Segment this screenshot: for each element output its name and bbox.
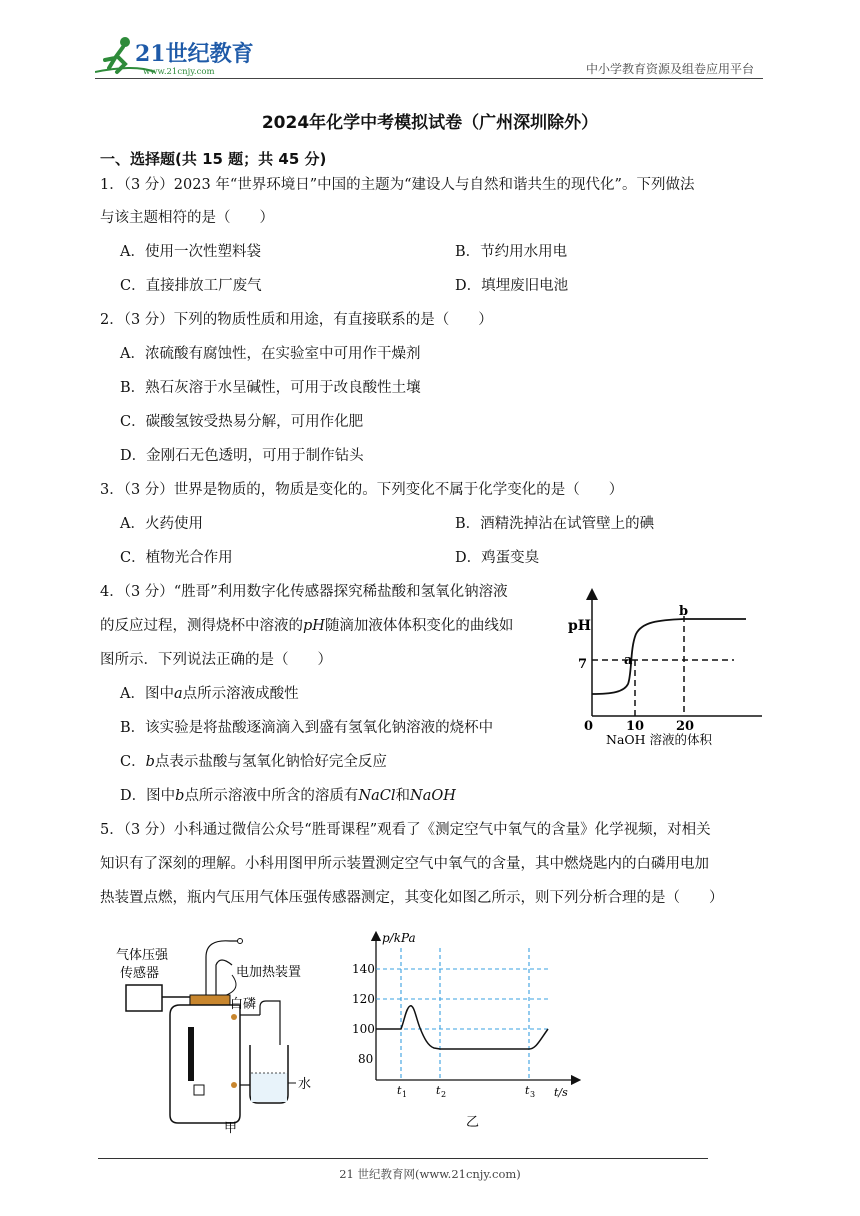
q1-line1: 1．（3 分）2023 年“世界环境日”中国的主题为“建设人与自然和谐共生的现代化”。下列做法 [100, 177, 695, 193]
pressure-curve [376, 1006, 548, 1049]
stopper [190, 995, 230, 1005]
q4-line2: 的反应过程，测得烧杯中溶液的pH随滴加液体体积变化的曲线如 [100, 618, 514, 634]
sensor-label-2: 传感器 [120, 966, 160, 981]
pressure-graph [348, 928, 588, 1133]
t-axis-label: t/s [554, 1086, 568, 1099]
footer-divider [98, 1158, 708, 1159]
water-label: 水 [298, 1077, 312, 1092]
logo-url: www.21cnjy.com [143, 67, 215, 77]
guide-lines [376, 948, 548, 1080]
q4-option-a: A．图中a点所示溶液成酸性 [120, 686, 299, 702]
x10-label: 10 [626, 719, 645, 734]
clamp-bottom [231, 1082, 237, 1088]
ph-axis-label: pH [568, 618, 592, 634]
spoon-rod [188, 1027, 194, 1081]
t3-subscript: 3 [530, 1090, 536, 1099]
t1-subscript: 1 [402, 1090, 408, 1099]
q2-line1: 2．（3 分）下列的物质性质和用途，有直接联系的是（ ） [100, 312, 493, 328]
x-axis-label: NaOH 溶液的体积 [606, 732, 713, 747]
flask [170, 1005, 240, 1123]
q2-option-a: A．浓硫酸有腐蚀性，在实验室中可用作干燥剂 [120, 346, 421, 362]
combustion-spoon [194, 1085, 204, 1095]
q2-option-c: C．碳酸氢铵受热易分解，可用作化肥 [120, 414, 364, 430]
header-divider [95, 78, 763, 79]
page-title: 2024年化学中考模拟试卷（广州深圳除外） [261, 113, 599, 133]
q3-line1: 3．（3 分）世界是物质的，物质是变化的。下列变化不属于化学变化的是（ ） [100, 482, 624, 498]
y100-label: 100 [352, 1022, 375, 1036]
pressure-sensor-box [126, 985, 162, 1011]
t2-label: t [436, 1084, 441, 1097]
point-b-label: b [679, 604, 689, 619]
t1-label: t [397, 1084, 402, 1097]
heater-wire [206, 941, 238, 995]
q3-option-a: A．火药使用 [120, 516, 203, 532]
q2-option-d: D．金刚石无色透明，可用于制作钻头 [120, 448, 364, 464]
y140-label: 140 [352, 962, 375, 976]
q1-option-c: C．直接排放工厂废气 [120, 278, 262, 294]
origin-label: 0 [584, 719, 594, 734]
heater-label: 电加热装置 [236, 965, 302, 980]
t3-label: t [525, 1084, 530, 1097]
q5-line3: 热装置点燃，瓶内气压用气体压强传感器测定，其变化如图乙所示，则下列分析合理的是（ ） [100, 890, 724, 906]
sensor-label: 气体压强 [116, 948, 169, 963]
q1-option-d: D．填埋废旧电池 [455, 278, 569, 294]
q1-option-b: B．节约用水用电 [455, 244, 568, 260]
water-level [251, 1073, 287, 1102]
apparatus-figure [110, 935, 320, 1135]
q5-line2: 知识有了深刻的理解。小科用图甲所示装置测定空气中氧气的含量，其中燃烧匙内的白磷用电加 [100, 856, 709, 872]
clamp-top [231, 1014, 237, 1020]
q4-option-d: D．图中b点所示溶液中所含的溶质有NaCl和NaOH [120, 788, 456, 804]
phosphorus-label: 白磷 [230, 997, 257, 1012]
q2-option-b: B．熟石灰溶于水呈碱性，可用于改良酸性土壤 [120, 380, 421, 396]
section-heading: 一、选择题(共 15 题；共 45 分) [100, 150, 327, 168]
y80-label: 80 [358, 1052, 374, 1066]
figure-jia-caption: 甲 [224, 1121, 238, 1135]
ph-curve [592, 619, 746, 694]
q3-option-d: D．鸡蛋变臭 [455, 550, 540, 566]
q4-line3: 图所示．下列说法正确的是（ ） [100, 652, 332, 668]
ph7-label: 7 [578, 657, 588, 672]
q4-option-c: C．b点表示盐酸与氢氧化钠恰好完全反应 [120, 754, 387, 770]
q4-line1: 4．（3 分）“胜哥”利用数字化传感器探究稀盐酸和氢氧化钠溶液 [100, 584, 508, 600]
point-a-label: a [624, 653, 633, 668]
site-logo [95, 34, 265, 78]
logo-text: 21世纪教育 [135, 41, 254, 67]
platform-name: 中小学教育资源及组卷应用平台 [585, 62, 754, 76]
q1-line2: 与该主题相符的是（ ） [100, 210, 274, 226]
footer-text: 21 世纪教育网(www.21cnjy.com) [339, 1167, 521, 1181]
q4-option-b: B．该实验是将盐酸逐滴滴入到盛有氢氧化钠溶液的烧杯中 [120, 720, 494, 736]
q3-option-b: B．酒精洗掉沾在试管壁上的碘 [455, 516, 655, 532]
q1-option-a: A．使用一次性塑料袋 [120, 244, 261, 260]
y120-label: 120 [352, 992, 375, 1006]
x20-label: 20 [676, 719, 695, 734]
ph-titration-graph [562, 588, 772, 748]
t2-subscript: 2 [441, 1090, 447, 1099]
p-axis-label: p/kPa [382, 931, 416, 945]
q3-option-c: C．植物光合作用 [120, 550, 233, 566]
q5-line1: 5．（3 分）小科通过微信公众号“胜哥课程”观看了《测定空气中氧气的含量》化学视频，对相关 [100, 822, 711, 838]
figure-yi-caption: 乙 [466, 1115, 480, 1130]
